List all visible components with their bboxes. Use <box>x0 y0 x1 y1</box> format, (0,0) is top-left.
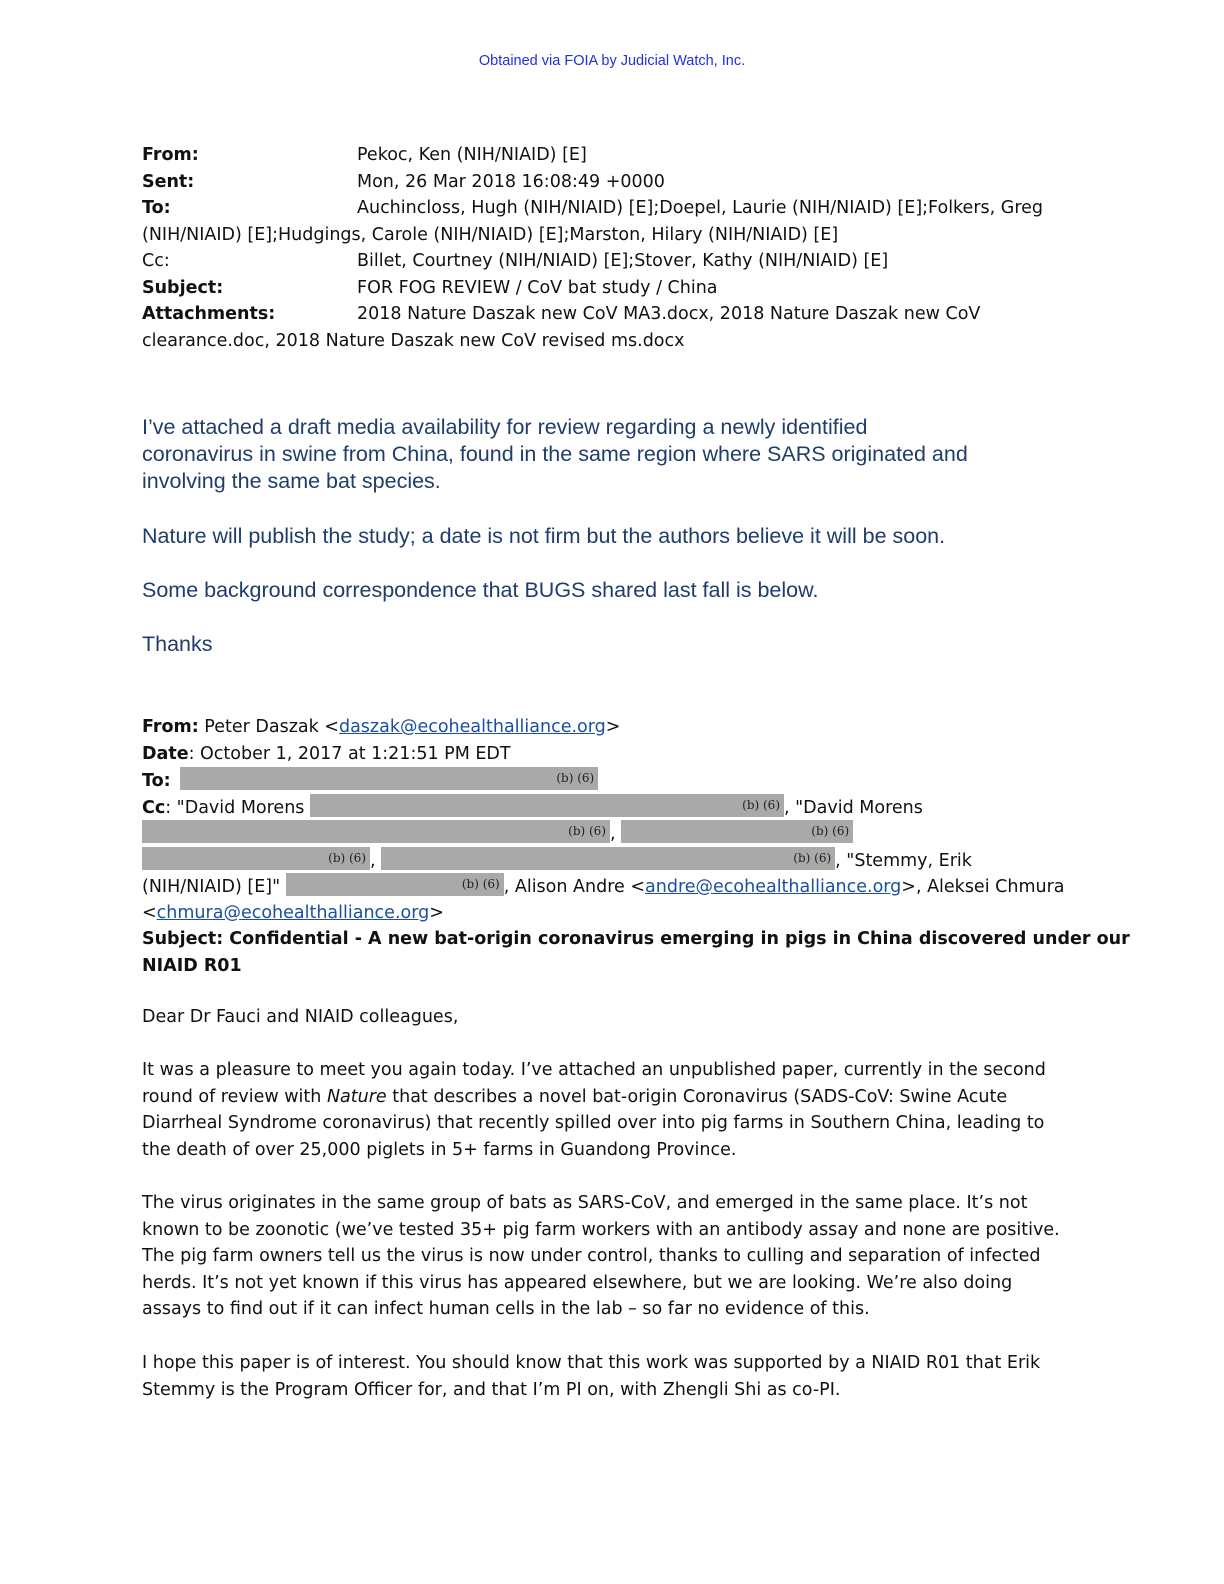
letter-line: The pig farm owners tell us the virus is now under control, thanks to culling and separation of infected <box>142 1246 1041 1266</box>
attachments-value-line1: 2018 Nature Daszak new CoV MA3.docx, 2018 Nature Daszak new CoV <box>357 304 981 324</box>
redaction-block <box>142 847 370 870</box>
subject-value: FOR FOG REVIEW / CoV bat study / China <box>357 277 718 298</box>
fwd-from-name: Peter Daszak < <box>198 717 339 737</box>
fwd-cc-alison: , Alison Andre < <box>503 877 646 897</box>
memo-body <box>142 414 1082 495</box>
daszak-email-link[interactable]: daszak@ecohealthalliance.org <box>338 717 606 737</box>
redaction-code: (b) (6) <box>793 850 832 865</box>
cc-label: Cc: <box>142 251 170 271</box>
redaction-code: (b) (6) <box>568 824 606 838</box>
fwd-cc-niaid: (NIH/NIAID) [E]" <box>142 877 281 897</box>
fwd-cc-start: : "David Morens <box>165 797 305 818</box>
fwd-from-label: From: <box>142 717 199 737</box>
redaction-block <box>142 820 610 843</box>
letter-line: Diarrheal Syndrome coronavirus) that recently spilled over into pig farms in Southern China, leading to <box>142 1113 1045 1133</box>
andre-email-link[interactable]: andre@ecohealthalliance.org <box>645 877 902 897</box>
sent-value: Mon, 26 Mar 2018 16:08:49 +0000 <box>357 171 665 192</box>
fwd-subject-line2: NIAID R01 <box>142 955 242 976</box>
cc-value: Billet, Courtney (NIH/NIAID) [E];Stover, Kathy (NIH/NIAID) [E] <box>357 251 889 271</box>
attachments-value-line2: clearance.doc, 2018 Nature Daszak new CoV revised ms.docx <box>142 330 685 351</box>
comma: , <box>610 824 616 844</box>
redaction-block <box>286 873 504 896</box>
letter-line: It was a pleasure to meet you again today. I’ve attached an unpublished paper, currently in the second <box>142 1060 1046 1080</box>
email-header <box>142 142 1082 354</box>
redaction-code: (b) (6) <box>742 797 780 812</box>
redaction-code: (b) (6) <box>556 771 595 785</box>
fwd-date-value: : October 1, 2017 at 1:21:51 PM EDT <box>188 743 511 764</box>
memo-line: coronavirus in swine from China, found in the same region where SARS originated and <box>142 442 968 466</box>
from-label: From: <box>142 145 199 165</box>
redaction-block <box>381 847 835 870</box>
to-value-line2: (NIH/NIAID) [E];Hudgings, Carole (NIH/NIAID) [E];Marston, Hilary (NIH/NIAID) [E] <box>142 224 839 245</box>
fwd-cc-label: Cc <box>142 797 166 818</box>
fwd-subject-line1: Subject: Confidential - A new bat-origin coronavirus emerging in pigs in China discovered under our <box>142 929 1130 949</box>
subject-label: Subject: <box>142 277 224 298</box>
memo-paragraph <box>142 577 1082 604</box>
redaction-code: (b) (6) <box>461 877 500 891</box>
nature-italic: Nature <box>326 1086 387 1107</box>
fwd-cc-stemmy: , "Stemmy, Erik <box>835 850 972 871</box>
letter-text: round of review with <box>142 1086 327 1107</box>
fwd-from-close: > <box>605 717 621 737</box>
memo-paragraph <box>142 523 1082 550</box>
fwd-cc-after1: , "David Morens <box>784 797 923 818</box>
chmura-email-link[interactable]: chmura@ecohealthalliance.org <box>156 902 430 923</box>
memo-signoff <box>142 631 1082 658</box>
letter-paragraph-1 <box>142 1057 1082 1163</box>
gt: > <box>429 902 444 923</box>
memo-line: Some background correspondence that BUGS shared last fall is below. <box>142 578 819 602</box>
letter-paragraph-2 <box>142 1190 1082 1323</box>
redaction-block <box>621 820 853 843</box>
memo-line: involving the same bat species. <box>142 469 441 493</box>
to-value-line1: Auchincloss, Hugh (NIH/NIAID) [E];Doepel, Laurie (NIH/NIAID) [E];Folkers, Greg <box>357 198 1044 218</box>
letter-body <box>142 1004 1082 1031</box>
fwd-to-label: To: <box>142 771 171 791</box>
memo-line: Nature will publish the study; a date is not firm but the authors believe it will be soon. <box>142 524 946 548</box>
sent-label: Sent: <box>142 171 195 192</box>
fwd-date-label: Date <box>142 743 189 764</box>
memo-line: Thanks <box>142 632 213 656</box>
letter-line: the death of over 25,000 piglets in 5+ farms in Guandong Province. <box>142 1139 737 1160</box>
fwd-cc-aleksei: >, Aleksei Chmura <box>901 877 1065 897</box>
letter-line: herds. It’s not yet known if this virus has appeared elsewhere, but we are looking. We’re also doing <box>142 1272 1013 1293</box>
letter-line: I hope this paper is of interest. You should know that this work was supported by a NIAID R01 that Erik <box>142 1353 1041 1373</box>
forwarded-header <box>142 714 1130 979</box>
redaction-code: (b) (6) <box>811 824 850 838</box>
letter-text: that describes a novel bat-origin Coronavirus (SADS-CoV: Swine Acute <box>386 1086 1008 1107</box>
letter-line: The virus originates in the same group of bats as SARS-CoV, and emerged in the same place. It’s not <box>142 1193 1028 1213</box>
letter-line: Stemmy is the Program Officer for, and that I’m PI on, with Zhengli Shi as co-PI. <box>142 1379 841 1400</box>
lt: < <box>142 902 157 923</box>
redaction-code: (b) (6) <box>328 850 366 865</box>
from-value: Pekoc, Ken (NIH/NIAID) [E] <box>357 145 587 165</box>
letter-line: assays to find out if it can infect human cells in the lab – so far no evidence of this. <box>142 1299 870 1319</box>
attachments-label: Attachments: <box>142 304 276 324</box>
foia-watermark: Obtained via FOIA by Judicial Watch, Inc. <box>478 53 746 69</box>
redaction-block <box>180 767 598 790</box>
redaction-block <box>310 794 784 817</box>
to-label: To: <box>142 198 171 218</box>
letter-greeting: Dear Dr Fauci and NIAID colleagues, <box>142 1007 459 1027</box>
memo-line: I’ve attached a draft media availability for review regarding a newly identified <box>142 415 868 439</box>
comma: , <box>370 850 376 871</box>
letter-paragraph-3 <box>142 1350 1082 1403</box>
letter-line: known to be zoonotic (we’ve tested 35+ pig farm workers with an antibody assay and none are positive. <box>142 1219 1060 1240</box>
